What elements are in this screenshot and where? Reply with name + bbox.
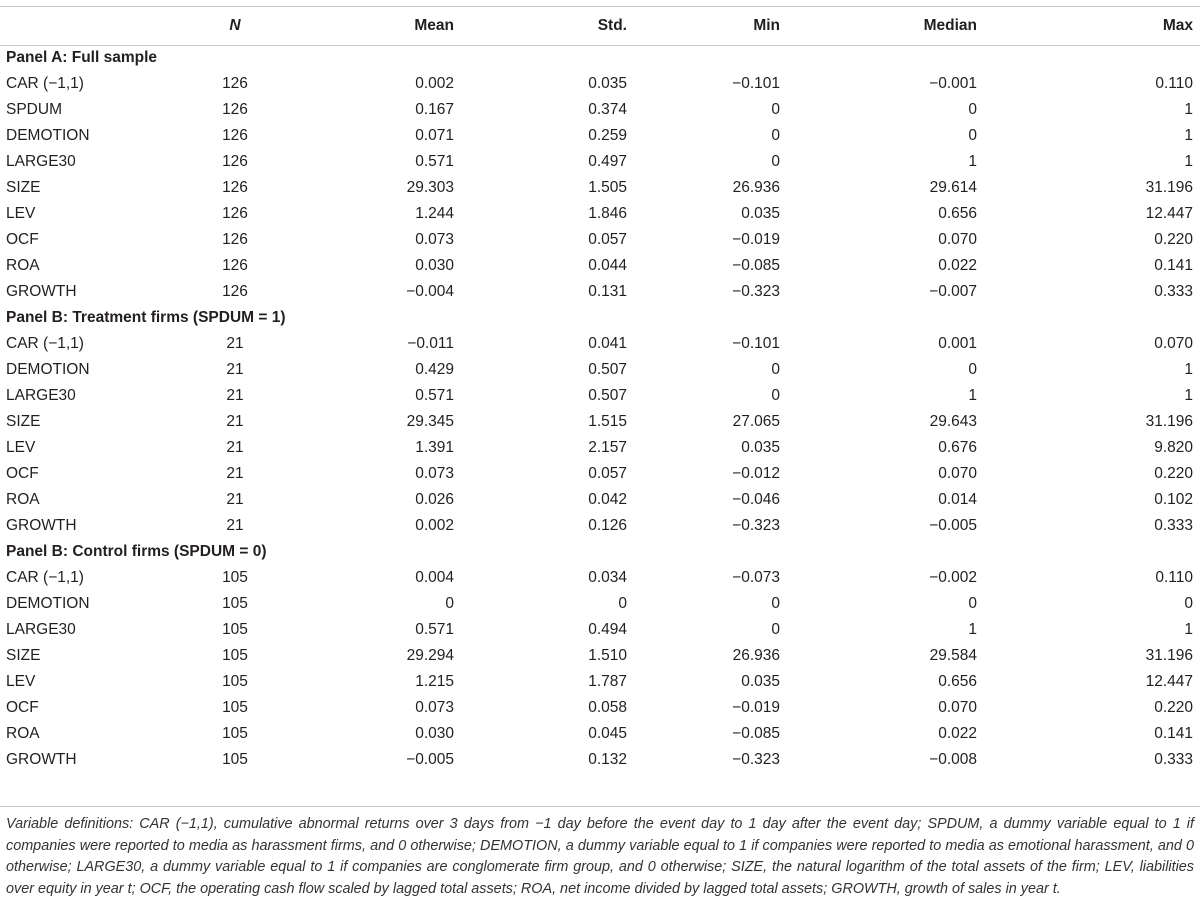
cell-max: 0.220 — [1154, 699, 1193, 716]
cell-std: 0.057 — [588, 231, 627, 248]
cell-variable: GROWTH — [6, 517, 77, 534]
cell-mean: 0.167 — [415, 101, 454, 118]
cell-variable: DEMOTION — [6, 127, 90, 144]
cell-median: 0.070 — [938, 465, 977, 482]
cell-mean: 0.002 — [415, 75, 454, 92]
cell-variable: LEV — [6, 205, 36, 222]
cell-max: 1 — [1184, 387, 1193, 404]
table-row — [0, 513, 1200, 539]
cell-mean: −0.005 — [406, 751, 454, 768]
cell-n: 105 — [222, 699, 248, 716]
cell-mean: 0.073 — [415, 231, 454, 248]
cell-variable: LARGE30 — [6, 153, 76, 170]
cell-max: 31.196 — [1145, 413, 1193, 430]
table-row — [0, 591, 1200, 617]
cell-max: 1 — [1184, 127, 1193, 144]
cell-median: 0.656 — [938, 673, 977, 690]
cell-std: 0.045 — [588, 725, 627, 742]
table-row — [0, 487, 1200, 513]
cell-median: 0.676 — [938, 439, 977, 456]
cell-n: 126 — [222, 179, 248, 196]
cell-n: 21 — [226, 335, 244, 352]
cell-min: −0.323 — [732, 517, 780, 534]
cell-mean: 1.244 — [415, 205, 454, 222]
cell-n: 126 — [222, 127, 248, 144]
cell-median: 0.070 — [938, 231, 977, 248]
cell-variable: CAR (−1,1) — [6, 569, 84, 586]
cell-std: 1.505 — [588, 179, 627, 196]
table-row — [0, 175, 1200, 201]
cell-median: 0.656 — [938, 205, 977, 222]
table-row — [0, 71, 1200, 97]
cell-median: 1 — [968, 387, 977, 404]
cell-min: 0 — [771, 621, 780, 638]
table-row — [0, 461, 1200, 487]
cell-variable: LARGE30 — [6, 621, 76, 638]
table-row — [0, 227, 1200, 253]
cell-min: −0.085 — [732, 257, 780, 274]
cell-variable: OCF — [6, 231, 39, 248]
cell-min: 0 — [771, 387, 780, 404]
cell-min: 0 — [771, 101, 780, 118]
cell-max: 0.070 — [1154, 335, 1193, 352]
cell-min: 0.035 — [741, 205, 780, 222]
cell-mean: −0.011 — [407, 335, 454, 352]
cell-median: 0 — [968, 101, 977, 118]
cell-median: 1 — [968, 621, 977, 638]
cell-min: −0.019 — [732, 699, 780, 716]
cell-max: 0.220 — [1154, 231, 1193, 248]
table-footnote: Variable definitions: CAR (−1,1), cumulative abnormal returns over 3 days from −1 day before the event day to 1 day after the event day; SPDUM, a dummy variable equal to 1 if companies were reported to media as harassment firms, and 0 otherwise; DEMOTION, a dummy variable equal to 1 if companies were reported to media as emotional harassment, and 0 otherwise; LARGE30, a dummy variable equal to 1 if companies are conglomerate firm group, and 0 otherwise; SIZE, the natural logarithm of the total assets of the firm; LEV, liabilities over equity in year t; OCF, the operating cash flow scaled by lagged total assets; ROA, net income divided by lagged total assets; GROWTH, growth of sales in year t. — [6, 816, 1194, 897]
cell-max: 9.820 — [1154, 439, 1193, 456]
table-row — [0, 331, 1200, 357]
cell-n: 126 — [222, 283, 248, 300]
cell-std: 1.515 — [588, 413, 627, 430]
cell-median: 29.643 — [929, 413, 977, 430]
cell-mean: 0.571 — [415, 153, 454, 170]
cell-min: 0 — [771, 127, 780, 144]
cell-max: 0.141 — [1154, 725, 1193, 742]
cell-n: 105 — [222, 595, 248, 612]
cell-min: 0 — [771, 595, 780, 612]
cell-n: 21 — [226, 361, 244, 378]
table-body — [0, 45, 1200, 773]
cell-min: −0.073 — [732, 569, 780, 586]
table-row — [0, 617, 1200, 643]
cell-variable: ROA — [6, 257, 40, 274]
cell-median: −0.001 — [929, 75, 977, 92]
cell-n: 21 — [226, 465, 244, 482]
cell-min: 26.936 — [732, 179, 780, 196]
cell-max: 0.102 — [1154, 491, 1193, 508]
cell-mean: 29.303 — [406, 179, 454, 196]
table-row — [0, 721, 1200, 747]
cell-n: 105 — [222, 725, 248, 742]
cell-max: 0.110 — [1155, 75, 1193, 92]
cell-std: 0.126 — [588, 517, 627, 534]
panel-header-row — [0, 539, 1200, 565]
panel-title: Panel B: Control firms (SPDUM = 0) — [6, 543, 267, 560]
cell-median: 29.614 — [929, 179, 977, 196]
table-row — [0, 201, 1200, 227]
bottom-rule — [0, 806, 1200, 807]
cell-std: 0.497 — [588, 153, 627, 170]
cell-variable: LEV — [6, 673, 36, 690]
cell-median: −0.005 — [929, 517, 977, 534]
cell-std: 0.035 — [588, 75, 627, 92]
panel-title: Panel A: Full sample — [6, 49, 158, 66]
cell-n: 126 — [222, 205, 248, 222]
cell-variable: ROA — [6, 491, 40, 508]
cell-variable: SIZE — [6, 647, 41, 664]
cell-n: 105 — [222, 647, 248, 664]
cell-min: 0.035 — [741, 439, 780, 456]
table-row — [0, 383, 1200, 409]
cell-median: 0.014 — [938, 491, 977, 508]
cell-variable: SIZE — [6, 179, 41, 196]
cell-mean: 0.026 — [415, 491, 454, 508]
table-row — [0, 357, 1200, 383]
cell-min: −0.012 — [732, 465, 780, 482]
header-variable — [0, 7, 195, 45]
cell-max: 31.196 — [1145, 647, 1193, 664]
cell-mean: 0.030 — [415, 725, 454, 742]
cell-median: 0 — [968, 127, 977, 144]
cell-median: −0.002 — [929, 569, 977, 586]
cell-std: 2.157 — [588, 439, 627, 456]
cell-mean: −0.004 — [406, 283, 454, 300]
table-row — [0, 97, 1200, 123]
cell-max: 31.196 — [1145, 179, 1193, 196]
cell-n: 105 — [222, 569, 248, 586]
panel-header-row — [0, 305, 1200, 331]
cell-median: 0.001 — [938, 335, 977, 352]
cell-variable: DEMOTION — [6, 595, 90, 612]
cell-std: 0.507 — [588, 361, 627, 378]
cell-max: 12.447 — [1145, 205, 1193, 222]
cell-max: 0 — [1184, 595, 1193, 612]
cell-std: 1.846 — [588, 205, 627, 222]
table-row — [0, 565, 1200, 591]
cell-min: −0.323 — [732, 283, 780, 300]
table-row — [0, 149, 1200, 175]
cell-variable: CAR (−1,1) — [6, 335, 84, 352]
cell-std: 0.494 — [588, 621, 627, 638]
cell-max: 0.333 — [1154, 283, 1193, 300]
cell-std: 0 — [618, 595, 627, 612]
cell-max: 0.333 — [1154, 751, 1193, 768]
header-min: Min — [753, 17, 780, 34]
cell-median: 0.022 — [938, 257, 977, 274]
table-row — [0, 669, 1200, 695]
cell-max: 1 — [1184, 361, 1193, 378]
cell-std: 0.042 — [588, 491, 627, 508]
table-row — [0, 695, 1200, 721]
cell-variable: CAR (−1,1) — [6, 75, 84, 92]
cell-variable: DEMOTION — [6, 361, 90, 378]
cell-std: 1.787 — [588, 673, 627, 690]
cell-min: −0.046 — [732, 491, 780, 508]
cell-max: 1 — [1184, 153, 1193, 170]
cell-std: 0.041 — [588, 335, 627, 352]
cell-variable: LEV — [6, 439, 36, 456]
cell-std: 0.259 — [588, 127, 627, 144]
cell-min: 0 — [771, 153, 780, 170]
cell-mean: 0.571 — [415, 621, 454, 638]
cell-std: 0.131 — [588, 283, 627, 300]
cell-std: 0.374 — [588, 101, 627, 118]
cell-n: 21 — [226, 439, 244, 456]
cell-std: 1.510 — [588, 647, 627, 664]
cell-n: 126 — [222, 101, 248, 118]
cell-mean: 1.215 — [415, 673, 454, 690]
cell-variable: OCF — [6, 465, 39, 482]
cell-median: −0.007 — [929, 283, 977, 300]
cell-max: 1 — [1184, 101, 1193, 118]
cell-mean: 0 — [445, 595, 454, 612]
cell-max: 0.333 — [1154, 517, 1193, 534]
cell-std: 0.058 — [588, 699, 627, 716]
cell-max: 0.110 — [1155, 569, 1193, 586]
cell-n: 126 — [222, 257, 248, 274]
cell-max: 0.141 — [1154, 257, 1193, 274]
cell-n: 105 — [222, 673, 248, 690]
cell-min: 0.035 — [741, 673, 780, 690]
cell-std: 0.507 — [588, 387, 627, 404]
cell-min: 26.936 — [732, 647, 780, 664]
cell-min: −0.323 — [732, 751, 780, 768]
cell-median: −0.008 — [929, 751, 977, 768]
cell-std: 0.057 — [588, 465, 627, 482]
table-row — [0, 747, 1200, 773]
cell-n: 105 — [222, 751, 248, 768]
header-max: Max — [1162, 17, 1193, 34]
cell-mean: 1.391 — [415, 439, 454, 456]
cell-median: 29.584 — [929, 647, 977, 664]
cell-mean: 0.030 — [415, 257, 454, 274]
cell-min: −0.101 — [732, 335, 780, 352]
cell-median: 0.022 — [938, 725, 977, 742]
cell-variable: GROWTH — [6, 751, 77, 768]
cell-min: 0 — [771, 361, 780, 378]
cell-mean: 0.571 — [415, 387, 454, 404]
cell-variable: LARGE30 — [6, 387, 76, 404]
cell-min: −0.085 — [732, 725, 780, 742]
cell-min: −0.019 — [732, 231, 780, 248]
cell-n: 21 — [226, 517, 244, 534]
cell-max: 12.447 — [1145, 673, 1193, 690]
cell-n: 21 — [226, 413, 244, 430]
cell-min: −0.101 — [732, 75, 780, 92]
table-row — [0, 253, 1200, 279]
cell-mean: 0.004 — [415, 569, 454, 586]
cell-median: 0 — [968, 595, 977, 612]
cell-variable: GROWTH — [6, 283, 77, 300]
header-median: Median — [923, 17, 977, 34]
cell-std: 0.034 — [588, 569, 627, 586]
cell-mean: 0.002 — [415, 517, 454, 534]
cell-n: 105 — [222, 621, 248, 638]
cell-n: 21 — [226, 491, 244, 508]
cell-n: 21 — [226, 387, 244, 404]
table-row — [0, 279, 1200, 305]
cell-variable: SPDUM — [6, 101, 62, 118]
cell-median: 0 — [968, 361, 977, 378]
cell-std: 0.044 — [588, 257, 627, 274]
panel-title: Panel B: Treatment firms (SPDUM = 1) — [6, 309, 286, 326]
cell-variable: SIZE — [6, 413, 41, 430]
header-mean: Mean — [414, 17, 454, 34]
cell-mean: 29.294 — [406, 647, 454, 664]
header-std: Std. — [597, 17, 627, 34]
cell-max: 1 — [1184, 621, 1193, 638]
cell-mean: 0.429 — [415, 361, 454, 378]
table-row — [0, 409, 1200, 435]
cell-mean: 0.073 — [415, 699, 454, 716]
cell-median: 0.070 — [938, 699, 977, 716]
cell-max: 0.220 — [1154, 465, 1193, 482]
table-row — [0, 123, 1200, 149]
cell-mean: 0.071 — [415, 127, 454, 144]
header-row — [0, 7, 1200, 45]
header-n: N — [229, 17, 241, 34]
cell-n: 126 — [222, 231, 248, 248]
panel-header-row — [0, 45, 1200, 71]
cell-median: 1 — [968, 153, 977, 170]
table-row — [0, 643, 1200, 669]
cell-variable: OCF — [6, 699, 39, 716]
cell-n: 126 — [222, 153, 248, 170]
cell-mean: 0.073 — [415, 465, 454, 482]
cell-min: 27.065 — [732, 413, 780, 430]
descriptive-stats-table — [0, 7, 1200, 773]
cell-std: 0.132 — [588, 751, 627, 768]
cell-n: 126 — [222, 75, 248, 92]
cell-mean: 29.345 — [406, 413, 454, 430]
table-row — [0, 435, 1200, 461]
cell-variable: ROA — [6, 725, 40, 742]
